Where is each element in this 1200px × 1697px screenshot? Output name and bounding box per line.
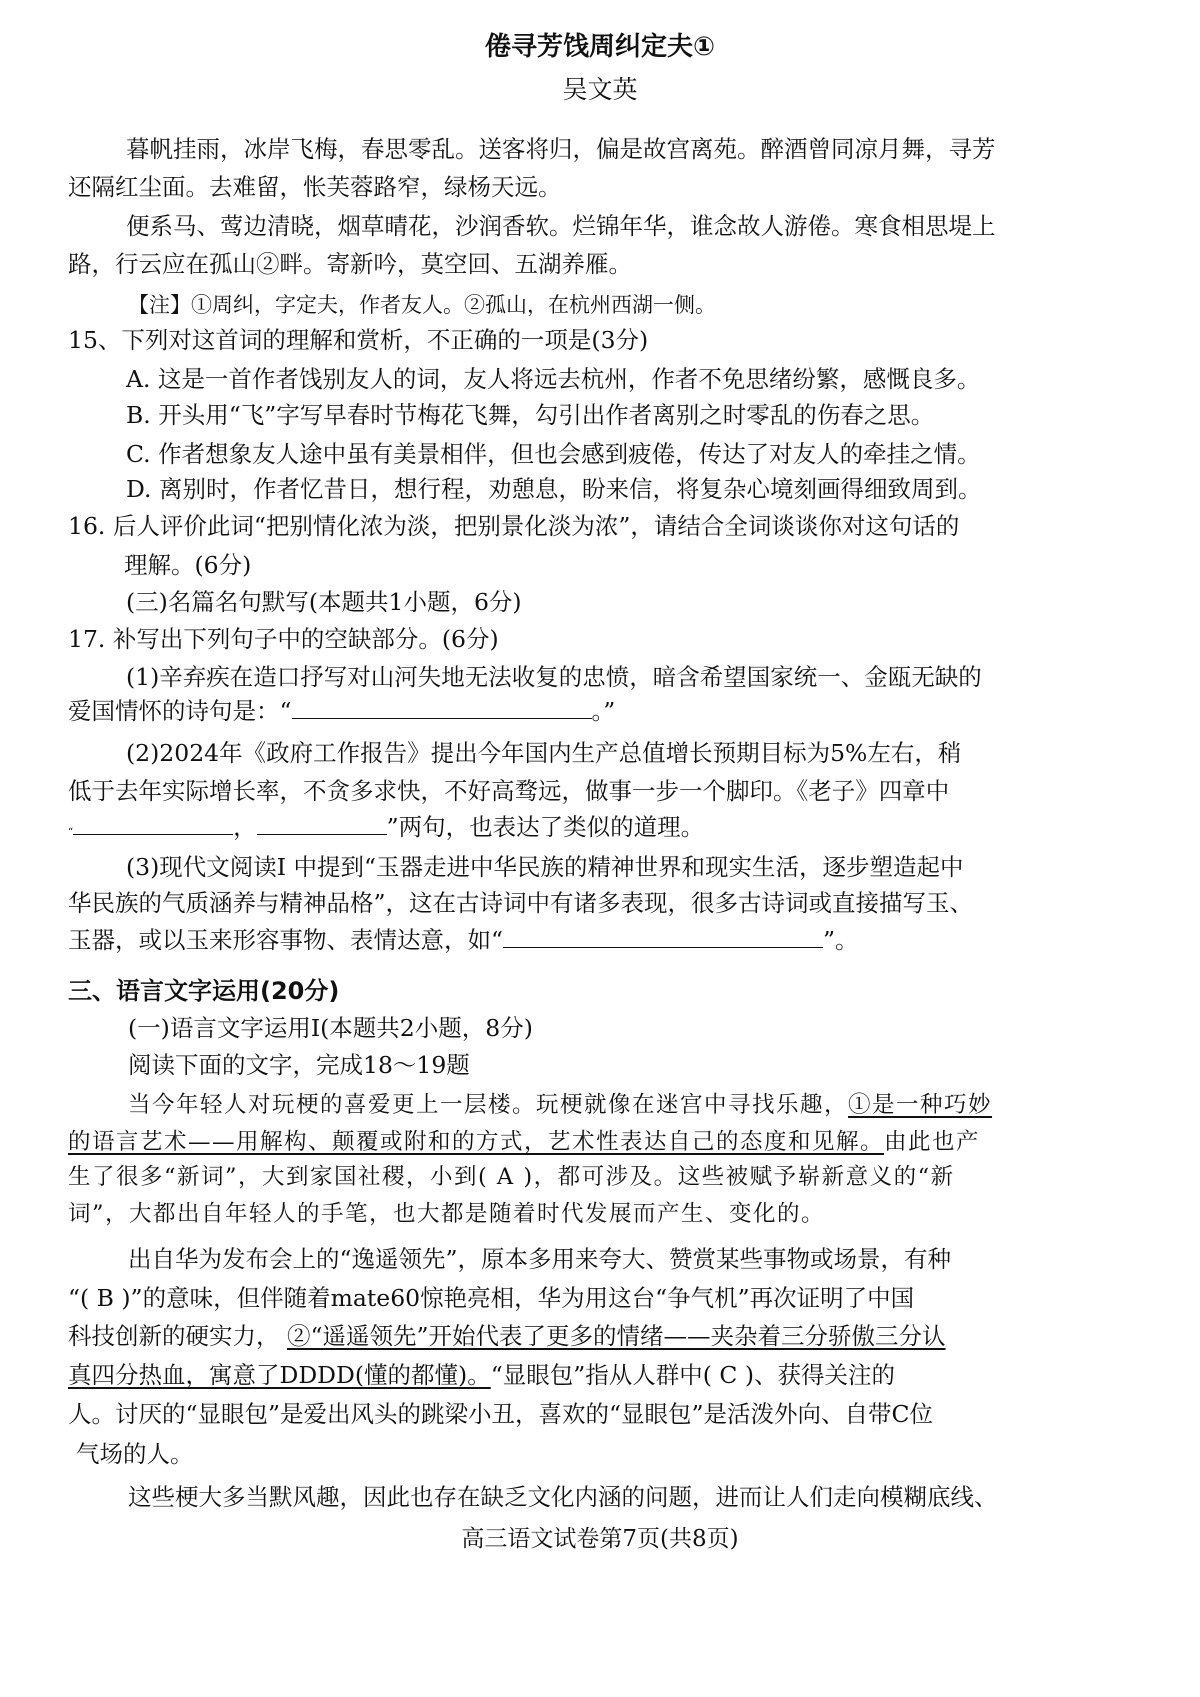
q17-stem: 17. 补写出下列句子中的空缺部分。(6分) bbox=[68, 625, 499, 653]
page-footer: 高三语文试卷第7页(共8页) bbox=[461, 1526, 739, 1552]
passage-line: 这些梗大多当默风趣，因此也存在缺乏文化内涵的问题，进而让人们走向模糊底线、 bbox=[128, 1483, 998, 1511]
underlined-sentence-2: 真四分热血，寓意了DDDD(懂的都懂)。 bbox=[68, 1361, 491, 1389]
q16-line: 16. 后人评价此词“把别情化浓为淡，把别景化淡为浓”，请结合全词谈谈你对这句话的 bbox=[68, 512, 960, 540]
q17-text: ， bbox=[233, 813, 257, 841]
q17-text: “ bbox=[68, 827, 74, 838]
passage-text: 由此也产 bbox=[884, 1129, 981, 1155]
q17-text: 玉器，或以玉来形容事物、表情达意，如“ bbox=[68, 926, 504, 954]
passage-line: 生了很多“新词”，大到家国社稷，小到( A )，都可涉及。这些被赋予崭新意义的“新 bbox=[68, 1164, 955, 1190]
passage-line: “( B )”的意味，但伴随着mate60惊艳亮相，华为用这台“争气机”再次证明了中国 bbox=[68, 1284, 915, 1312]
passage-line: 出自华为发布会上的“逸遥领先”，原本多用来夸大、赞赏某些事物或场景，有种 bbox=[128, 1245, 952, 1273]
q15-option-a: A. 这是一首作者饯别友人的词，友人将远去杭州，作者不免思绪纷繁，感慨良多。 bbox=[126, 365, 981, 393]
q15-option-b: B. 开头用“飞”字写早春时节梅花飞舞，勾引出作者离别之时零乱的伤春之思。 bbox=[126, 401, 935, 429]
q17-sub2 bbox=[68, 812, 704, 848]
section3-heading: 三、语言文字运用(20分) bbox=[68, 977, 340, 1005]
q17-sub3: (3)现代文阅读I 中提到“玉器走进中华民族的精神世界和现实生活，逐步塑造起中 bbox=[126, 853, 964, 881]
underlined-sentence-2: ②“遥遥领先”开始代表了更多的情绪——夹杂着三分骄傲三分认 bbox=[286, 1322, 946, 1350]
section3-sub1: (一)语言文字运用I(本题共2小题，8分) bbox=[128, 1014, 533, 1042]
passage-line: 人。讨厌的“显眼包”是爱出风头的跳梁小丑，喜欢的“显眼包”是活泼外向、自带C位 bbox=[68, 1400, 934, 1428]
passage-line bbox=[128, 1090, 992, 1120]
poem-note: 【注】①周纠，字定夫，作者友人。②孤山，在杭州西湖一侧。 bbox=[128, 293, 716, 317]
section3-instruction: 阅读下面的文字，完成18～19题 bbox=[128, 1051, 470, 1079]
q17-sub3 bbox=[68, 925, 859, 955]
answer-blank[interactable] bbox=[257, 812, 387, 835]
passage-line bbox=[68, 1127, 980, 1157]
q17-text: 。” bbox=[591, 697, 616, 725]
poem-title: 倦寻芳饯周纠定夫① bbox=[484, 32, 715, 62]
q17-sub1: (1)辛弃疾在造口抒写对山河失地无法收复的忠愤，暗含希望国家统一、金瓯无缺的 bbox=[126, 663, 982, 691]
poem-author: 吴文英 bbox=[562, 75, 638, 104]
passage-text: 当今年轻人对玩梗的喜爱更上一层楼。玩梗就像在迷宫中寻找乐趣， bbox=[128, 1092, 849, 1118]
poem-line: 便系马、莺边清晓，烟草晴花，沙润香软。烂锦年华，谁念故人游倦。寒食相思堤上 bbox=[126, 212, 996, 240]
passage-line: 气场的人。 bbox=[76, 1440, 194, 1468]
q17-sub3: 华民族的气质涵养与精神品格”，这在古诗词中有诸多表现，很多古诗词或直接描写玉、 bbox=[68, 889, 974, 917]
answer-blank[interactable] bbox=[503, 925, 823, 948]
passage-text: “显眼包”指从人群中( C )、获得关注的 bbox=[490, 1361, 895, 1389]
underlined-sentence-1: ①是一种巧妙 bbox=[848, 1092, 993, 1118]
poem-line: 暮帆挂雨，冰岸飞梅，春思零乱。送客将归，偏是故宫离苑。醉酒曾同凉月舞，寻芳 bbox=[126, 135, 996, 163]
answer-blank[interactable] bbox=[292, 696, 592, 719]
q17-sub2: 低于去年实际增长率，不贪多求快，不好高骛远，做事一步一个脚印。《老子》四章中 bbox=[68, 777, 950, 805]
underlined-sentence-1: 的语言艺术——用解构、颠覆或附和的方式，艺术性表达自己的态度和见解。 bbox=[68, 1129, 885, 1155]
part3-heading: (三)名篇名句默写(本题共1小题，6分) bbox=[126, 588, 522, 616]
answer-blank[interactable] bbox=[73, 812, 233, 835]
passage-line: 词”，大都出自年轻人的手笔，也大都是随着时代发展而产生、变化的。 bbox=[68, 1201, 826, 1227]
q17-text: ”两句，也表达了类似的道理。 bbox=[386, 813, 705, 841]
poem-line: 路，行云应在孤山②畔。寄新吟，莫空回、五湖养雁。 bbox=[68, 250, 632, 278]
q15-option-c: C. 作者想象友人途中虽有美景相伴，但也会感到疲倦，传达了对友人的牵挂之情。 bbox=[126, 440, 981, 468]
passage-line bbox=[68, 1321, 946, 1351]
q17-sub1 bbox=[68, 696, 615, 726]
q15-stem: 15、下列对这首词的理解和赏析，不正确的一项是(3分) bbox=[68, 326, 649, 354]
q16-line: 理解。(6分) bbox=[124, 551, 252, 579]
q17-text: ”。 bbox=[823, 926, 859, 954]
passage-text: 科技创新的硬实力， bbox=[68, 1322, 287, 1350]
poem-line: 还隔红尘面。去难留，怅芙蓉路窄，绿杨天远。 bbox=[68, 173, 562, 201]
q17-sub2: (2)2024年《政府工作报告》提出今年国内生产总值增长预期目标为5%左右，稍 bbox=[126, 739, 962, 767]
passage-line bbox=[68, 1360, 895, 1390]
q17-text: 爱国情怀的诗句是：“ bbox=[68, 697, 292, 725]
q15-option-d: D. 离别时，作者忆昔日，想行程，劝憩息，盼来信，将复杂心境刻画得细致周到。 bbox=[126, 475, 982, 503]
